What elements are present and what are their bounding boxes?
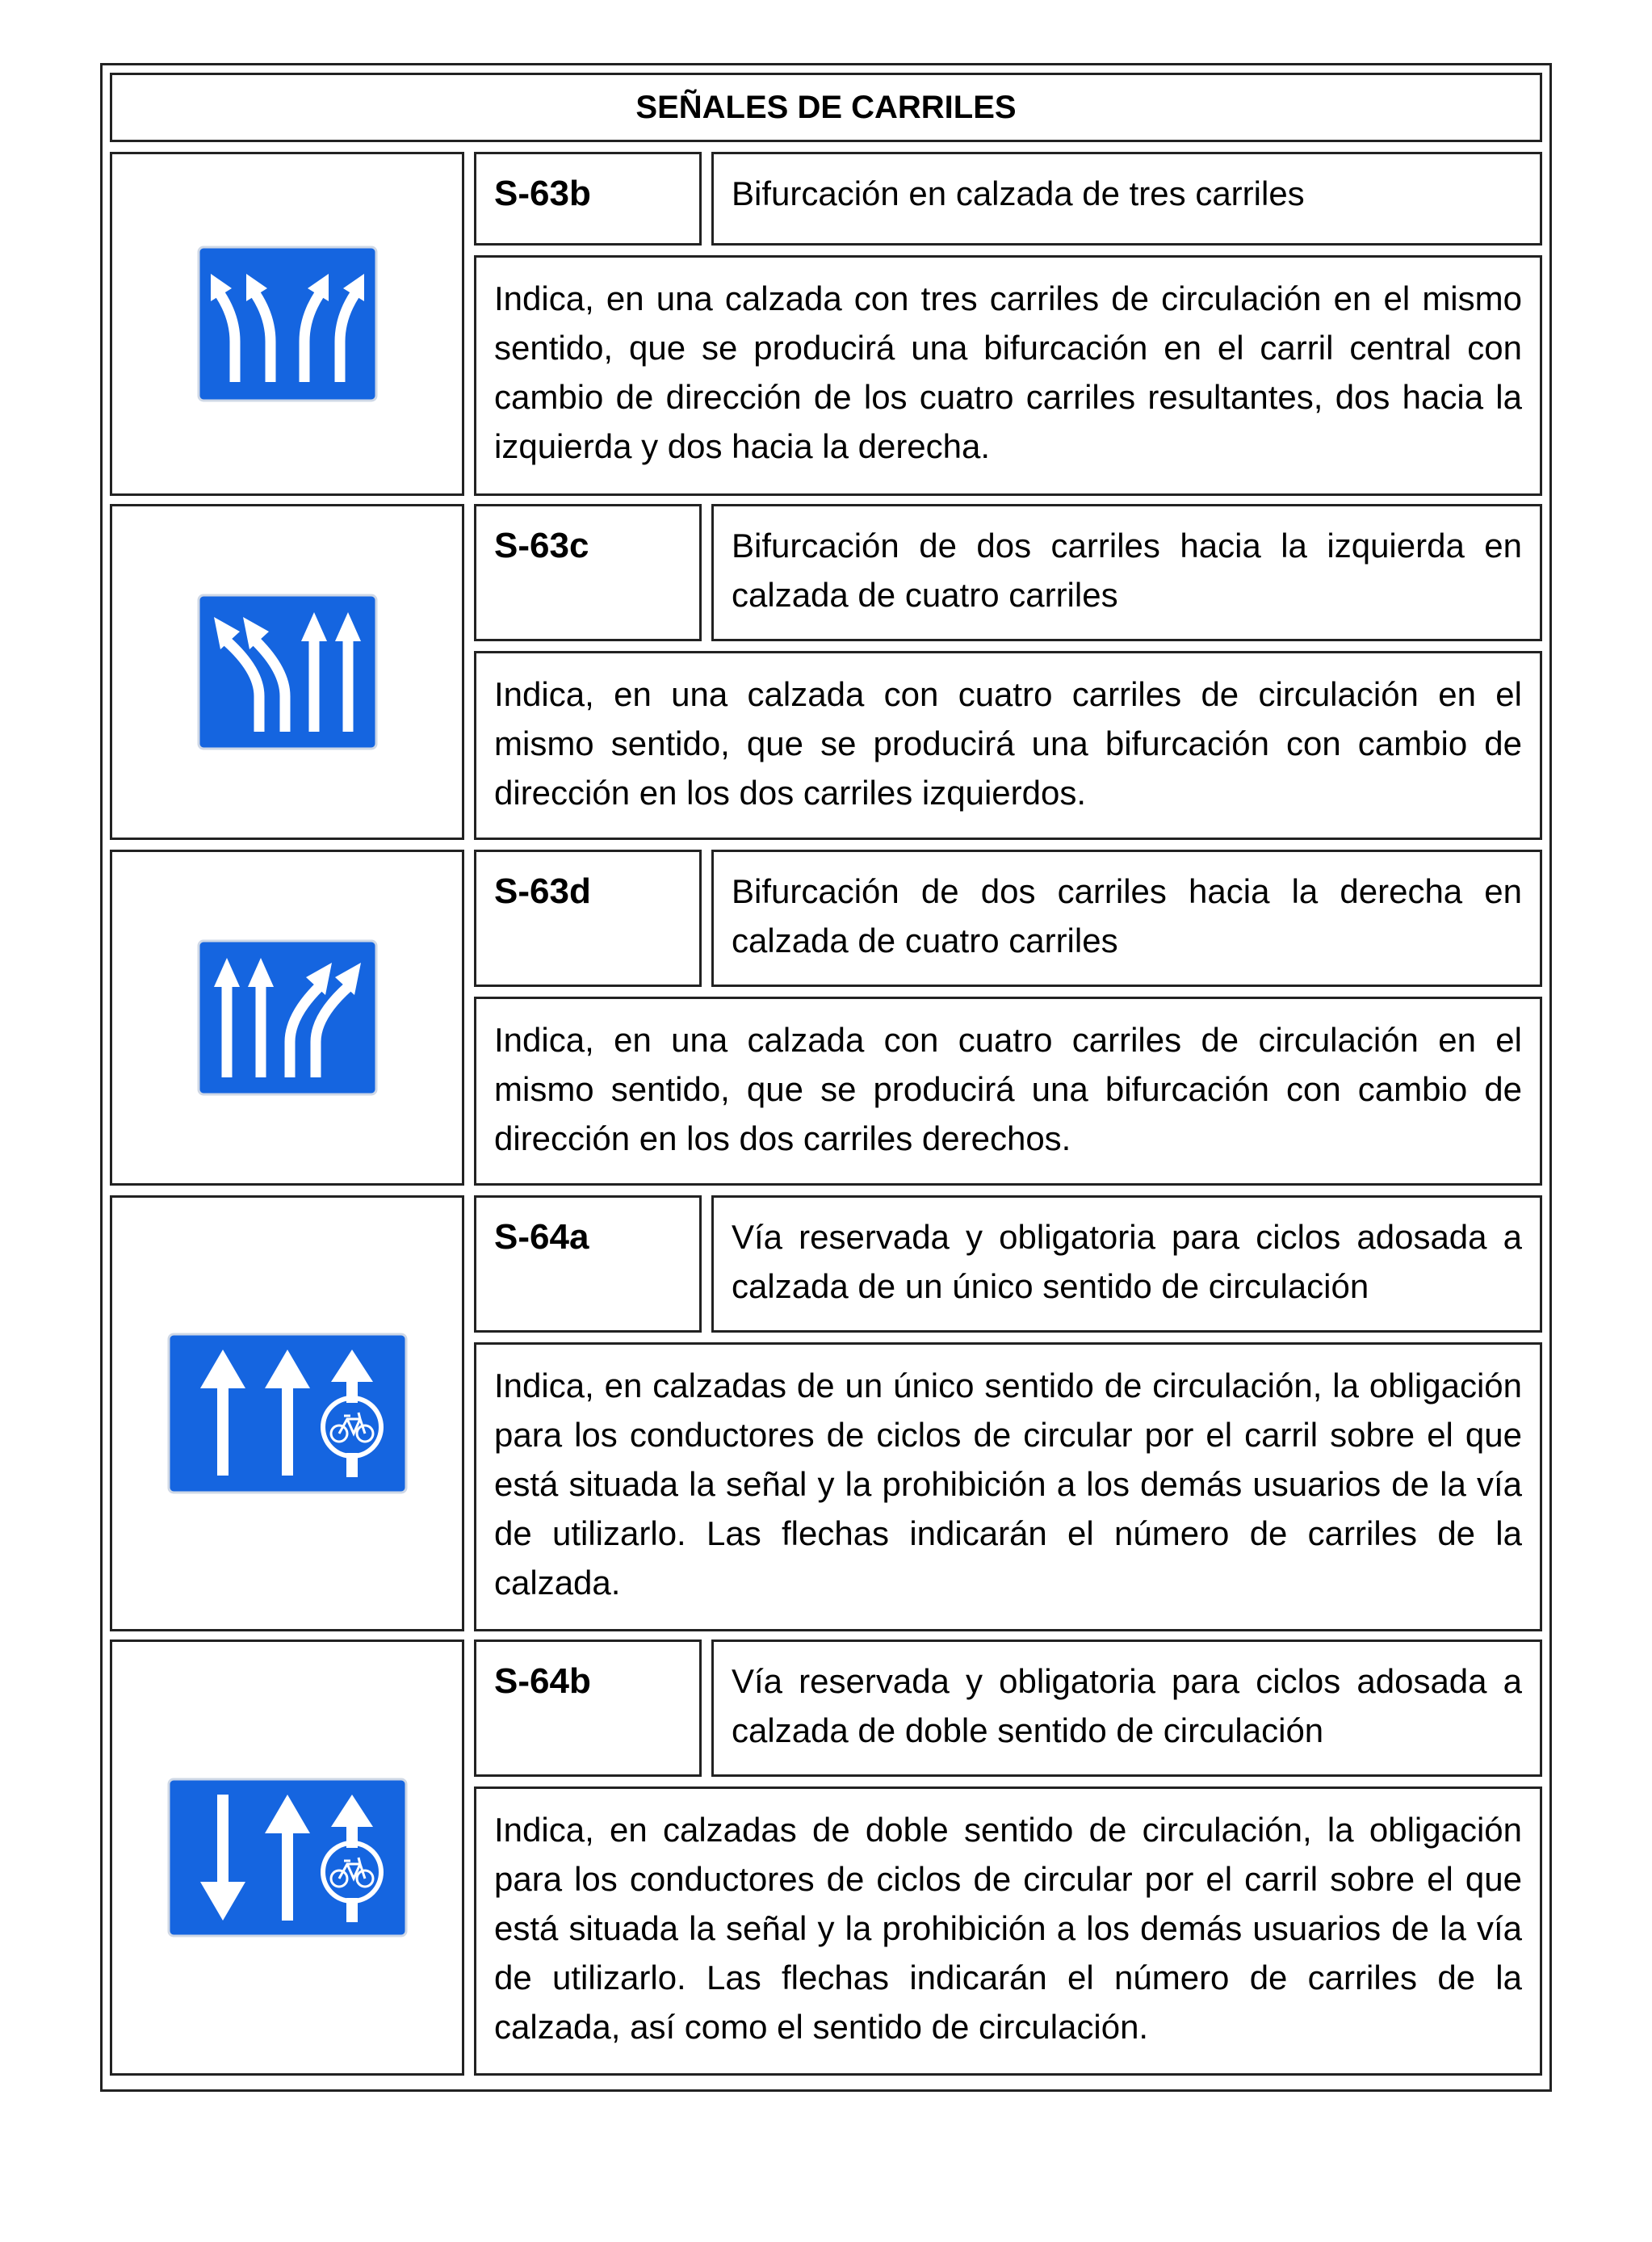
sign-code: S-64a — [474, 1195, 702, 1333]
sign-description: Indica, en calzadas de un único sentido de circulación, la obligación para los conductores de ciclos de circular por el carril sobre el que está situada la señal y la prohibición a los demás usuarios de la vía de utilizarlo. Las flechas indicarán el número de carriles de la calzada. — [474, 1342, 1542, 1631]
sign-name: Bifurcación de dos carriles hacia la derecha en calzada de cuatro carriles — [711, 850, 1542, 987]
sign-code: S-63c — [474, 504, 702, 641]
sign-code: S-63d — [474, 850, 702, 987]
lane-fork-right-sign-icon — [196, 938, 379, 1097]
lane-fork-three-lanes-sign-icon — [196, 245, 379, 403]
sign-image-cell — [110, 1195, 464, 1631]
sign-description: Indica, en una calzada con cuatro carriles de circulación en el mismo sentido, que se producirá una bifurcación con cambio de dirección en los dos carriles derechos. — [474, 997, 1542, 1186]
sign-description: Indica, en una calzada con tres carriles de circulación en el mismo sentido, que se producirá una bifurcación en el carril central con cambio de dirección de los cuatro carriles resultantes, dos hacia la izquierda y dos hacia la derecha. — [474, 255, 1542, 496]
cycle-lane-two-way-sign-icon — [166, 1777, 409, 1938]
sign-code: S-64b — [474, 1640, 702, 1777]
sign-description: Indica, en una calzada con cuatro carriles de circulación en el mismo sentido, que se producirá una bifurcación con cambio de dirección en los dos carriles izquierdos. — [474, 651, 1542, 840]
sign-name: Bifurcación en calzada de tres carriles — [711, 152, 1542, 246]
sign-name: Bifurcación de dos carriles hacia la izquierda en calzada de cuatro carriles — [711, 504, 1542, 641]
sign-name: Vía reservada y obligatoria para ciclos adosada a calzada de un único sentido de circulación — [711, 1195, 1542, 1333]
lane-fork-left-sign-icon — [196, 593, 379, 751]
sign-image-cell — [110, 850, 464, 1186]
sign-image-cell — [110, 1640, 464, 2076]
sign-description: Indica, en calzadas de doble sentido de circulación, la obligación para los conductores de ciclos de circular por el carril sobre el que está situada la señal y la prohibición a los demás usuarios de la vía de utilizarlo. Las flechas indicarán el número de carriles de la calzada, así como el sentido de circulación. — [474, 1786, 1542, 2076]
sign-image-cell — [110, 504, 464, 840]
cycle-lane-one-way-sign-icon — [166, 1332, 409, 1495]
sign-name: Vía reservada y obligatoria para ciclos adosada a calzada de doble sentido de circulación — [711, 1640, 1542, 1777]
sign-code: S-63b — [474, 152, 702, 246]
table-title: SEÑALES DE CARRILES — [110, 73, 1542, 142]
sign-image-cell — [110, 152, 464, 496]
